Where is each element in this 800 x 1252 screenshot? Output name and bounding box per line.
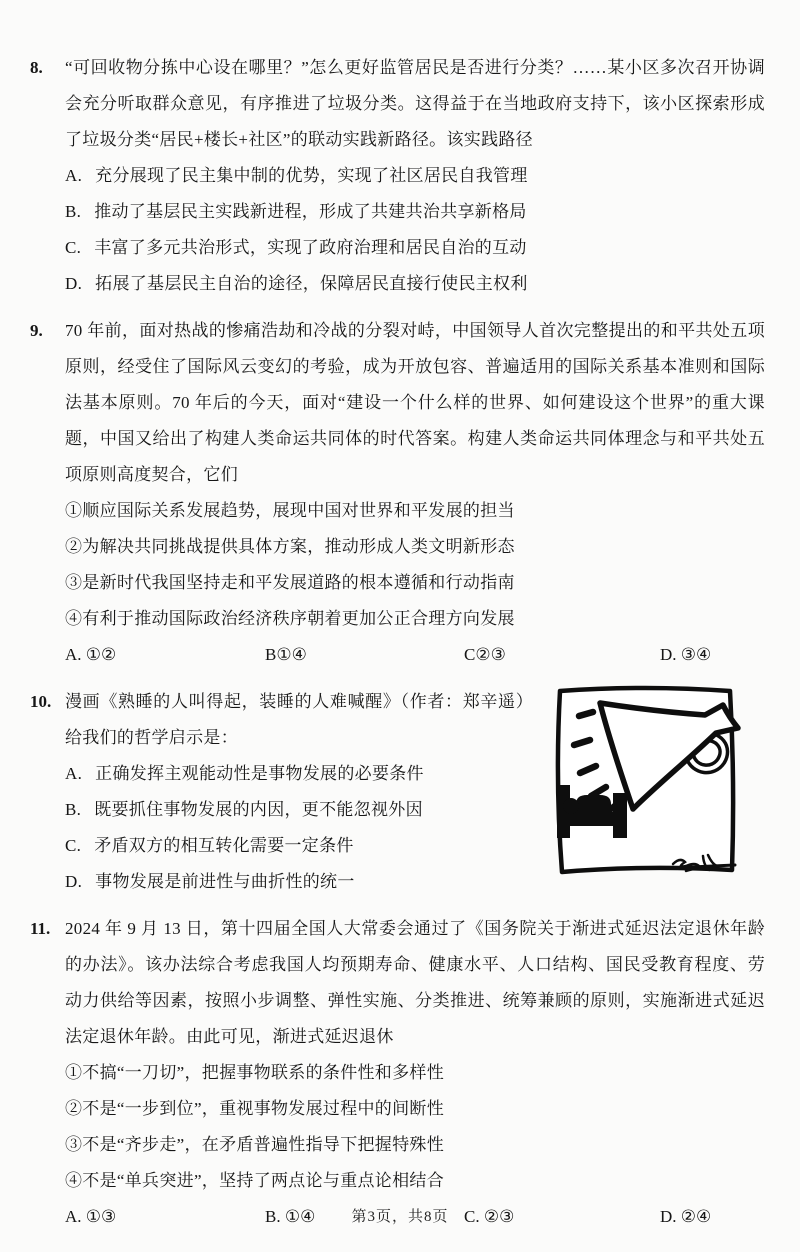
option-a [65, 158, 765, 194]
option-label: D. [65, 872, 83, 891]
page-footer: 第3页，共8页 [351, 1209, 449, 1225]
question-stem: 漫画《熟睡的人叫得起，装睡的人难喊醒》（作者：郑辛遥）给我们的哲学启示是： [65, 692, 533, 747]
question-number: 9. [30, 321, 43, 340]
statement-2: ②不是“一步到位”，重视事物发展过程中的间断性 [65, 1099, 444, 1118]
question-number: 8. [30, 58, 43, 77]
choice-b: B①④ [265, 645, 307, 664]
statement-1: ①不搞“一刀切”，把握事物联系的条件性和多样性 [65, 1063, 444, 1082]
choice-d: D. ②④ [660, 1207, 712, 1226]
option-text: 矛盾双方的相互转化需要一定条件 [94, 836, 354, 855]
option-d [65, 266, 765, 302]
statement-4: ④有利于推动国际政治经济秩序朝着更加公正合理方向发展 [65, 609, 515, 628]
option-label: B. [65, 800, 82, 819]
question-stem: “可回收物分拣中心设在哪里？”怎么更好监管居民是否进行分类？……某小区多次召开协调会充分听取群众意见，有序推进了垃圾分类。这得益于在当地政府支持下，该小区探索形成了垃圾分类“居民+楼长+社区”的联动实践新路径。该实践路径 [65, 58, 765, 149]
question-11 [30, 911, 765, 1235]
statement-1: ①顺应国际关系发展趋势，展现中国对世界和平发展的担当 [65, 501, 515, 520]
statement-4: ④不是“单兵突进”，坚持了两点论与重点论相结合 [65, 1171, 444, 1190]
option-label: C. [65, 836, 82, 855]
statement-3: ③是新时代我国坚持走和平发展道路的根本遵循和行动指南 [65, 573, 515, 592]
question-number: 10. [30, 692, 52, 711]
question-8 [30, 50, 765, 302]
megaphone-waking-sleeper-cartoon [549, 682, 741, 878]
option-label: C. [65, 238, 82, 257]
option-text: 推动了基层民主实践新进程，形成了共建共治共享新格局 [94, 202, 527, 221]
option-text: 事物发展是前进性与曲折性的统一 [95, 872, 355, 891]
choice-c: C②③ [464, 645, 506, 664]
choice-a: A. ①③ [65, 1207, 117, 1226]
option-label: A. [65, 166, 83, 185]
question-number: 11. [30, 919, 51, 938]
option-c [65, 230, 765, 266]
option-text: 正确发挥主观能动性是事物发展的必要条件 [95, 764, 424, 783]
choice-d: D. ③④ [660, 645, 712, 664]
option-text: 拓展了基层民主自治的途径，保障居民直接行使民主权利 [95, 274, 528, 293]
choice-a: A. ①② [65, 645, 117, 664]
option-label: B. [65, 202, 82, 221]
option-text: 丰富了多元共治形式，实现了政府治理和居民自治的互动 [94, 238, 527, 257]
option-text: 充分展现了民主集中制的优势，实现了社区居民自我管理 [95, 166, 528, 185]
statement-3: ③不是“齐步走”，在矛盾普遍性指导下把握特殊性 [65, 1135, 444, 1154]
option-label: D. [65, 274, 83, 293]
question-stem: 2024 年 9 月 13 日，第十四届全国人大常委会通过了《国务院关于渐进式延迟法定退休年龄的办法》。该办法综合考虑我国人均预期寿命、健康水平、人口结构、国民受教育程度、劳动力供给等因素，按照小步调整、弹性实施、分类推进、统筹兼顾的原则，实施渐进式延迟法定退休年龄。由此可见，渐进式延迟退休 [65, 919, 765, 1046]
option-b [65, 194, 765, 230]
answer-choices-row [65, 637, 765, 673]
cartoon-illustration [549, 682, 741, 878]
choice-c: C. ②③ [464, 1207, 515, 1226]
question-9 [30, 313, 765, 673]
option-text: 既要抓住事物发展的内因，更不能忽视外因 [94, 800, 423, 819]
statement-2: ②为解决共同挑战提供具体方案，推动形成人类文明新形态 [65, 537, 515, 556]
question-10 [30, 684, 765, 900]
option-label: A. [65, 764, 83, 783]
choice-b: B. ①④ [265, 1207, 316, 1226]
question-stem: 70 年前，面对热战的惨痛浩劫和冷战的分裂对峙，中国领导人首次完整提出的和平共处五项原则，经受住了国际风云变幻的考验，成为开放包容、普遍适用的国际关系基本准则和国际法基本原则。70 年后的今天，面对“建设一个什么样的世界、如何建设这个世界”的重大课题，中国又给出了构建人类命运共同体的时代答案。构建人类命运共同体理念与和平共处五项原则高度契合，它们 [65, 321, 765, 484]
